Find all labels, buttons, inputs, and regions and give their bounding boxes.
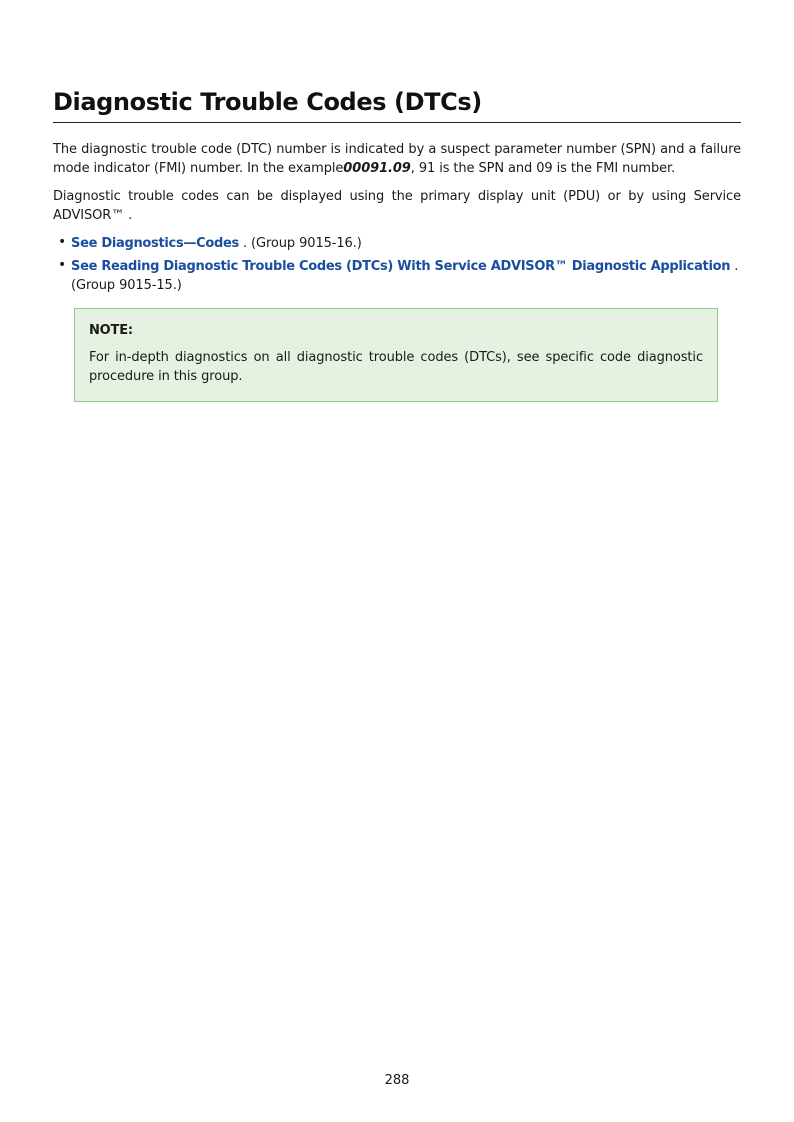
- dtc-intro-paragraph: [53, 140, 741, 178]
- page-title: Diagnostic Trouble Codes (DTCs): [53, 86, 741, 123]
- bullet-icon: •: [58, 234, 67, 250]
- reference-group-label: . (Group 9015-15.): [71, 259, 739, 293]
- reference-group-label: . (Group 9015-16.): [238, 236, 362, 251]
- note-text: For in-depth diagnostics on all diagnostic trouble codes (DTCs), see specific code diagnostic procedure in this group.: [89, 350, 703, 384]
- bullet-icon: •: [58, 257, 67, 273]
- intro-text-after: , 91 is the SPN and 09 is the FMI number.: [410, 161, 676, 176]
- reference-item-reading-dtcs: [53, 257, 741, 295]
- reference-item-diagnostics-codes: [53, 234, 741, 253]
- document-page: [53, 0, 741, 1122]
- reference-list: [53, 234, 741, 299]
- link-diagnostics-codes[interactable]: See Diagnostics—Codes: [71, 236, 239, 251]
- intro-text-before: The diagnostic trouble code (DTC) number is indicated by a suspect parameter number (SPN) and a failure mode indicator (FMI) number. In the example: [53, 142, 741, 176]
- note-box: [74, 308, 718, 402]
- page-number: 288: [384, 1073, 410, 1088]
- example-code: 00091.09: [343, 161, 411, 176]
- display-paragraph: Diagnostic trouble codes can be displayed using the primary display unit (PDU) or by using Service ADVISOR™ .: [53, 189, 741, 223]
- link-reading-dtcs-service-advisor[interactable]: See Reading Diagnostic Trouble Codes (DTCs) With Service ADVISOR™ Diagnostic Application: [71, 259, 731, 274]
- note-label: NOTE:: [89, 323, 133, 338]
